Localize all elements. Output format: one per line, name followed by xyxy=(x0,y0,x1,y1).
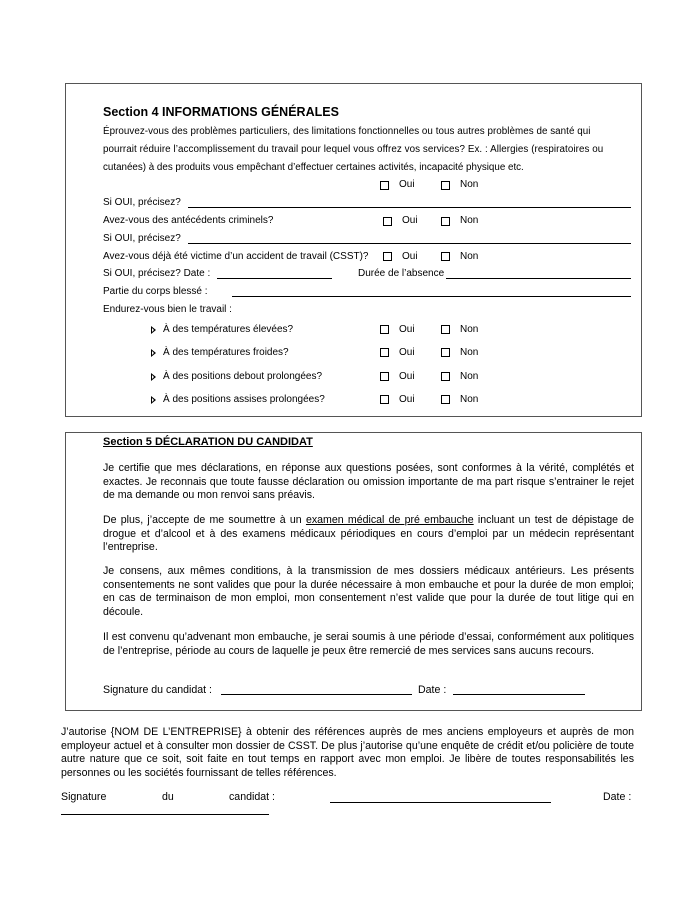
footer-signature-word: Signature xyxy=(61,791,107,803)
declaration-paragraph-3: Je consens, aux mêmes conditions, à la transmission de mes dossiers médicaux antérieurs. Les présents consentements ne sont valides que pour la durée nécessaire à mon embauche et pour la durée de mon emploi; en cas de terminaison de mon emploi, mon consentement n’est valide que pour la durée de tout litige qui en découle. xyxy=(103,565,634,618)
section-4-title: Section 4 INFORMATIONS GÉNÉRALES xyxy=(103,105,339,119)
bullet-2-non-checkbox[interactable] xyxy=(441,348,450,357)
bullet-arrow-icon xyxy=(151,396,156,404)
accident-question: Avez-vous déjà été victime d’un accident de travail (CSST)? xyxy=(103,251,369,262)
accident-non-label: Non xyxy=(460,251,479,262)
criminal-non-label: Non xyxy=(460,215,479,226)
authorization-paragraph: J’autorise {NOM DE L’ENTREPRISE} à obtenir des références auprès de mes anciens employeurs et auprès de mon employeur actuel et à consulter mon dossier de CSST. De plus j’autorise qu’une enquête de crédit et/ou policière de toute autre nature que ce soit, soit faite en tout temps en rapport avec mon emploi. Je libère de toutes responsabilités les personnes ou les sociétés fournissant de telles références. xyxy=(61,726,634,779)
candidate-date-field[interactable] xyxy=(453,694,585,695)
declaration-paragraph-4: Il est convenu qu’advenant mon embauche, je serai soumis à une période d’essai, conformément aux politiques de l’entreprise, période au cours de laquelle je peux être remercié de mes services sans aucuns recours. xyxy=(103,631,634,657)
accident-date-field[interactable] xyxy=(217,278,332,279)
intro-line-3: cutanées) à des produits vous empêchant d’effectuer certaines activités, incapacité physique etc. xyxy=(103,162,524,173)
footer-signature-field[interactable] xyxy=(330,802,551,803)
partie-corps-label: Partie du corps blessé : xyxy=(103,286,208,297)
bullet-2-oui-label: Oui xyxy=(399,347,415,358)
intro-line-1: Éprouvez-vous des problèmes particuliers, des limitations fonctionnelles ou tous autres problèmes de santé qui xyxy=(103,126,591,137)
endurez-label: Endurez-vous bien le travail : xyxy=(103,304,232,315)
candidate-date-label: Date : xyxy=(418,684,447,696)
footer-candidat-word: candidat : xyxy=(229,791,275,803)
candidate-signature-label: Signature du candidat : xyxy=(103,684,212,696)
intro-line-2: pourrait réduire l’accomplissement du travail pour lequel vous offrez vos services? Ex. : Allergies (respiratoires ou xyxy=(103,144,604,155)
section-5-title: Section 5 DÉCLARATION DU CANDIDAT xyxy=(103,436,313,448)
bullet-item-2: À des températures froides? xyxy=(163,347,289,358)
bullet-4-non-checkbox[interactable] xyxy=(441,395,450,404)
problems-non-label: Non xyxy=(460,179,479,190)
bullet-3-oui-label: Oui xyxy=(399,371,415,382)
footer-date-label: Date : xyxy=(603,791,632,803)
candidate-signature-field[interactable] xyxy=(221,694,412,695)
bullet-arrow-icon xyxy=(151,326,156,334)
accident-date-label: Si OUI, précisez? Date : xyxy=(103,268,211,279)
criminal-non-checkbox[interactable] xyxy=(441,217,450,226)
bullet-2-non-label: Non xyxy=(460,347,479,358)
partie-corps-field[interactable] xyxy=(232,296,631,297)
criminal-question: Avez-vous des antécédents criminels? xyxy=(103,215,274,226)
p2-text-after: incluant un test de dépistage de drogue et d’alcool et à des examens médicaux périodiques en cours d’emploi par un médecin représentant l’entreprise. xyxy=(103,514,634,553)
criminal-si-oui-field[interactable] xyxy=(188,243,631,244)
problems-non-checkbox[interactable] xyxy=(441,181,450,190)
criminal-oui-checkbox[interactable] xyxy=(383,217,392,226)
bullet-item-4: À des positions assises prolongées? xyxy=(163,394,325,405)
problems-oui-label: Oui xyxy=(399,179,415,190)
declaration-paragraph-2 xyxy=(103,514,634,555)
bullet-2-oui-checkbox[interactable] xyxy=(380,348,389,357)
problems-si-oui-label: Si OUI, précisez? xyxy=(103,197,181,208)
bullet-1-non-label: Non xyxy=(460,324,479,335)
criminal-si-oui-label: Si OUI, précisez? xyxy=(103,233,181,244)
bullet-item-1: À des températures élevées? xyxy=(163,324,294,335)
criminal-oui-label: Oui xyxy=(402,215,418,226)
bullet-arrow-icon xyxy=(151,373,156,381)
bullet-3-non-checkbox[interactable] xyxy=(441,372,450,381)
declaration-paragraph-1: Je certifie que mes déclarations, en réponse aux questions posées, sont conformes à la vérité, complétés et exactes. Je reconnais que toute fausse déclaration ou omission importante de ma part risque s’entrainer le rejet de ma demande ou mon renvoi sans préavis. xyxy=(103,462,634,501)
bullet-arrow-icon xyxy=(151,349,156,357)
p2-text-before: De plus, j’accepte de me soumettre à un xyxy=(103,514,306,526)
footer-date-field[interactable] xyxy=(61,814,269,815)
accident-non-checkbox[interactable] xyxy=(441,252,450,261)
accident-duree-label: Durée de l’absence xyxy=(358,268,445,279)
accident-duree-field[interactable] xyxy=(446,278,631,279)
bullet-4-oui-label: Oui xyxy=(399,394,415,405)
bullet-1-oui-label: Oui xyxy=(399,324,415,335)
problems-si-oui-field[interactable] xyxy=(188,207,631,208)
bullet-item-3: À des positions debout prolongées? xyxy=(163,371,323,382)
accident-oui-label: Oui xyxy=(402,251,418,262)
bullet-3-oui-checkbox[interactable] xyxy=(380,372,389,381)
bullet-4-oui-checkbox[interactable] xyxy=(380,395,389,404)
examen-medical-link: examen médical de pré embauche xyxy=(305,514,474,526)
bullet-1-oui-checkbox[interactable] xyxy=(380,325,389,334)
problems-oui-checkbox[interactable] xyxy=(380,181,389,190)
accident-oui-checkbox[interactable] xyxy=(383,252,392,261)
footer-du-word: du xyxy=(162,791,174,803)
bullet-3-non-label: Non xyxy=(460,371,479,382)
bullet-1-non-checkbox[interactable] xyxy=(441,325,450,334)
bullet-4-non-label: Non xyxy=(460,394,479,405)
